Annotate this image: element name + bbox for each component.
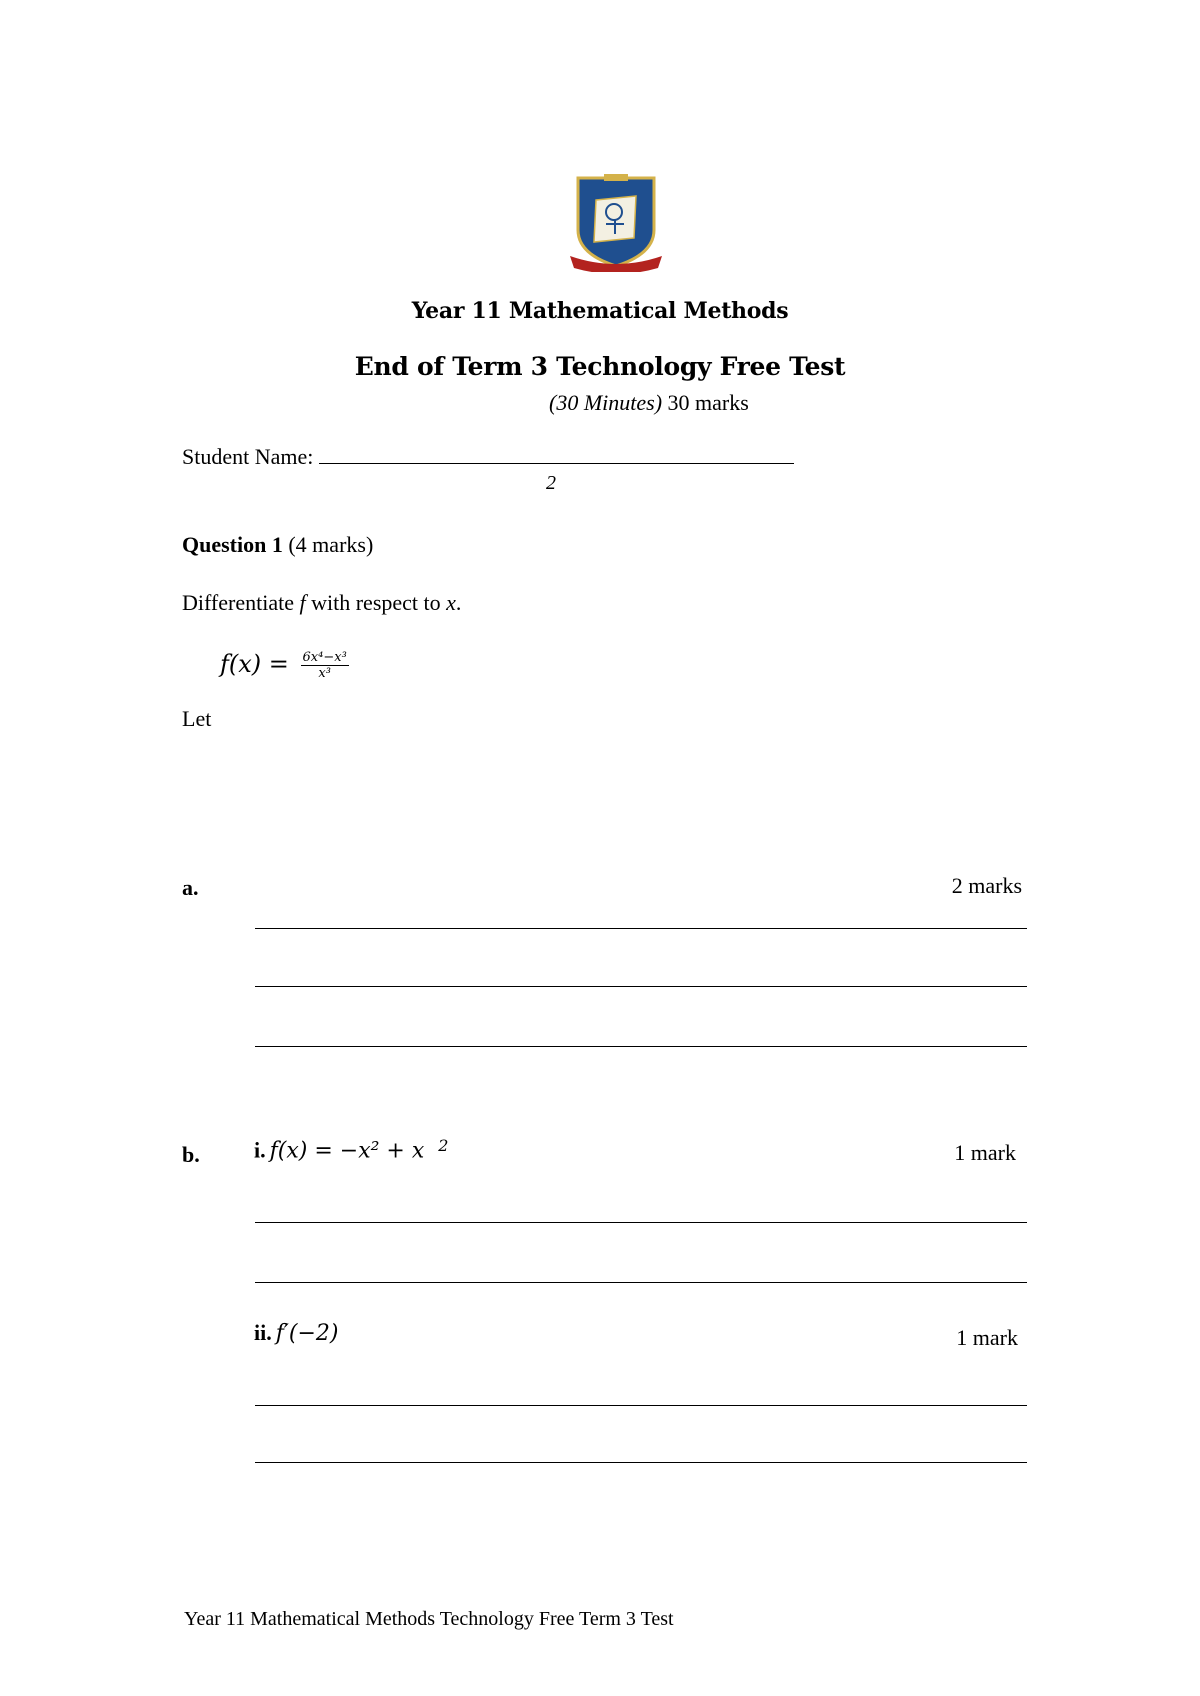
total-marks: 30 marks — [667, 390, 749, 415]
function-definition — [220, 650, 349, 681]
answer-line[interactable] — [255, 986, 1027, 987]
instruction-prefix: Differentiate — [182, 590, 294, 615]
course-title: Year 11 Mathematical Methods — [411, 298, 789, 324]
sub-i-label: i. — [254, 1137, 266, 1163]
student-name-row — [182, 444, 794, 470]
question-1-heading — [182, 532, 373, 558]
student-name-field[interactable] — [319, 445, 794, 464]
instruction-var2: x — [446, 590, 456, 615]
answer-line[interactable] — [255, 1046, 1027, 1047]
part-b-i-marks: 1 mark — [954, 1140, 1016, 1165]
part-a-marks: 2 marks — [951, 873, 1022, 898]
instruction-var: f — [299, 590, 306, 615]
answer-line[interactable] — [255, 928, 1027, 929]
school-crest-logo — [566, 172, 666, 272]
duration-text: (30 Minutes) — [549, 390, 663, 415]
part-a-label: a. — [182, 875, 199, 900]
sub-i-trailing: 2 — [438, 1136, 449, 1155]
instruction-mid: with respect to — [311, 590, 441, 615]
question-label: Question 1 — [182, 532, 283, 557]
instruction-end: . — [455, 590, 462, 615]
sub-i-expression: f(x) = −x² + x — [269, 1138, 425, 1164]
function-fraction — [301, 650, 349, 681]
answer-line[interactable] — [255, 1462, 1027, 1463]
answer-line[interactable] — [255, 1222, 1027, 1223]
student-name-label: Student Name: — [182, 444, 314, 469]
part-b-ii — [254, 1320, 338, 1346]
sub-ii-expression: f′(−2) — [275, 1321, 339, 1346]
part-b-label: b. — [182, 1142, 200, 1167]
test-duration — [549, 390, 749, 416]
function-lhs: f(x) = — [220, 650, 289, 678]
part-b-ii-marks: 1 mark — [956, 1325, 1018, 1350]
sub-ii-label: ii. — [254, 1320, 272, 1345]
fraction-numerator: 6x⁴−x³ — [302, 650, 347, 665]
page-number: 2 — [546, 472, 556, 494]
let-text: Let — [182, 706, 212, 731]
answer-line[interactable] — [255, 1282, 1027, 1283]
page-footer: Year 11 Mathematical Methods Technology Free Term 3 Test — [184, 1608, 674, 1630]
answer-line[interactable] — [255, 1405, 1027, 1406]
question-instruction — [182, 590, 461, 616]
test-title: End of Term 3 Technology Free Test — [354, 352, 846, 381]
part-b-i — [254, 1136, 448, 1163]
fraction-denominator: x³ — [318, 666, 331, 681]
question-marks: (4 marks) — [288, 532, 374, 557]
